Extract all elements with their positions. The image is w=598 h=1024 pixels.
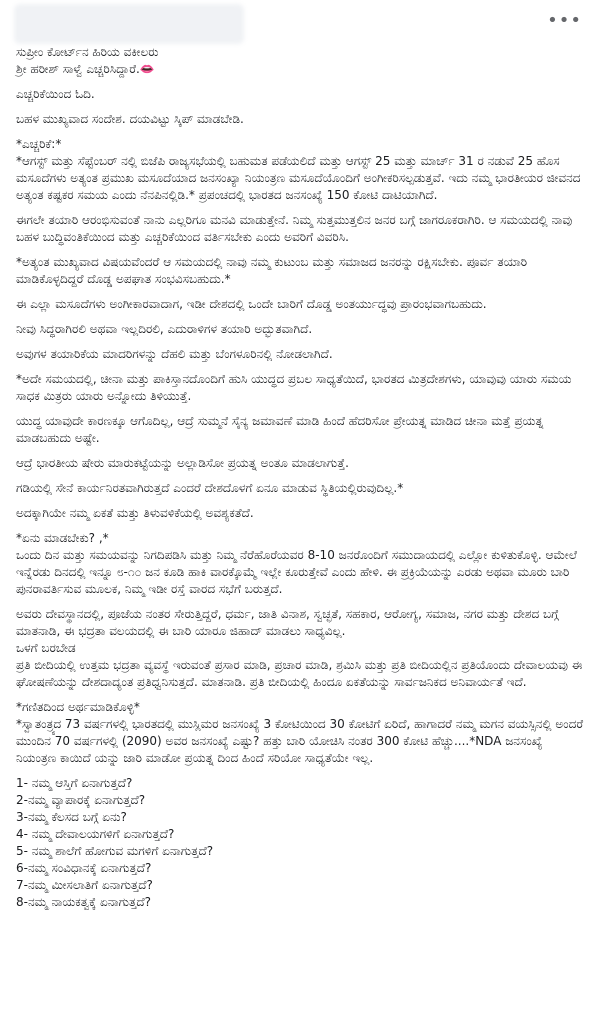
post-paragraph: *ಅದೇ ಸಮಯದಲ್ಲಿ, ಚೀನಾ ಮತ್ತು ಪಾಕಿಸ್ತಾನದೊಂದಿಗೆ ಹುಸಿ ಯುದ್ಧದ ಪ್ರಬಲ ಸಾಧ್ಯತೆಯಿದೆ, ಭಾರತದ ಮಿತ್ರದೇಶಗಳು, ಯಾವುವು ಯಾರು ಸಮಯ ಸಾಧಕ ಮಿತ್ರರು ಯಾರು ಅನ್ನೋದು ತಿಳಿಯುತ್ತೆ. (16, 372, 572, 403)
post-paragraph: ಈಗಲೇ ತಯಾರಿ ಆರಂಭಿಸುವಂತೆ ನಾನು ಎಲ್ಲರಿಗೂ ಮನವಿ ಮಾಡುತ್ತೇನೆ. ನಿಮ್ಮ ಸುತ್ತಮುತ್ತಲಿನ ಜನರ ಬಗ್ಗೆ ಜಾಗರೂಕರಾಗಿರಿ. ಆ ಸಮಯದಲ್ಲಿ ನಾವು ಬಹಳ ಬುದ್ಧಿವಂತಿಕೆಯಿಂದ ಮತ್ತು ಎಚ್ಚರಿಕೆಯಿಂದ ವರ್ತಿಸಬೇಕು ಎಂದು ಅವರಿಗೆ ವಿವರಿಸಿ. (16, 213, 573, 244)
post-paragraph: *ಸ್ವಾತಂತ್ರ್ಯದ 73 ವರ್ಷಗಳಲ್ಲಿ ಭಾರತದಲ್ಲಿ ಮುಸ್ಲಿಮರ ಜನಸಂಖ್ಯೆ 3 ಕೋಟಿಯಿಂದ 30 ಕೋಟಿಗೆ ಏರಿದೆ, ಹಾಗಾದರೆ ನಮ್ಮ ಮಗನ ವಯಸ್ಸಿನಲ್ಲಿ ಅಂದರೆ ಮುಂದಿನ 70 ವರ್ಷಗಳಲ್ಲಿ (2090) ಅವರ ಜನಸಂಖ್ಯೆ ಎಷ್ಟು? ಹತ್ತು ಬಾರಿ ಯೋಚಿಸಿ ನಂತರ 300 ಕೋಟಿ ಹೆಚ್ಚು....*NDA ಜನಸಂಖ್ಯೆ ನಿಯಂತ್ರಣ ಕಾಯಿದೆ ಯನ್ನು ಜಾರಿ ಮಾಡೋ ಪ್ರಯತ್ನ ದಿಂದ ಹಿಂದೆ ಸರಿಯೋ ಸಾಧ್ಯತೆಯೇ ಇಲ್ಲ. (16, 717, 584, 765)
author-avatar-blurred[interactable] (14, 4, 244, 44)
post-paragraph: ಎಚ್ಚರಿಕೆಯಿಂದ ಓದಿ. (16, 87, 95, 101)
list-item: 7-ನಮ್ಮ ಮೀಸಲಾತಿಗೆ ಏನಾಗುತ್ತದೆ? (16, 878, 153, 892)
post-body (0, 44, 598, 911)
post-paragraph: ಯುದ್ಧ ಯಾವುದೇ ಕಾರಣಕ್ಕೂ ಆಗೊದಿಲ್ಲ, ಆದ್ರೆ ಸುಮ್ಮನೆ ಸೈನ್ಯ ಜಮಾವಣೆ ಮಾಡಿ ಹಿಂದೆ ಹೆದರಿಸೋ ಪ್ರೇಯತ್ನ ಮಾಡಿದ ಚೀನಾ ಮತ್ತೆ ಪ್ರಯತ್ನ ಮಾಡಬಹುದು ಅಷ್ಟೇ. (16, 414, 544, 445)
list-item: 5- ನಮ್ಮ ಶಾಲೆಗೆ ಹೋಗುವ ಮಗಳಿಗೆ ಏನಾಗುತ್ತದೆ? (16, 844, 214, 858)
post-heading: *ಎಚ್ಚರಿಕೆ:* (16, 137, 62, 151)
post-paragraph: *ಆಗಸ್ಟ್ ಮತ್ತು ಸೆಪ್ಟೆಂಬರ್ ನಲ್ಲಿ ಬಿಜೆಪಿ ರಾಜ್ಯಸಭೆಯಲ್ಲಿ ಬಹುಮತ ಪಡೆಯಲಿದೆ ಮತ್ತು ಆಗಸ್ಟ್ 25 ಮತ್ತು ಮಾರ್ಚ್ 31 ರ ನಡುವೆ 25 ಹೊಸ ಮಸೂದೆಗಳು ಅತ್ಯಂತ ಪ್ರಮುಖ ಮಸೂದೆಯಾದ ಜನಸಂಖ್ಯಾ ನಿಯಂತ್ರಣ ಮಸೂದೆಯೊಂದಿಗೆ ಅಂಗೀಕರಿಸಲ್ಪಡುತ್ತವೆ. ಇದು ನಮ್ಮ ಭಾರತೀಯರ ಜೀವನದ ಅತ್ಯಂತ ಕಷ್ಟಕರ ಸಮಯ ಎಂದು ನೆನಪಿನಲ್ಲಿಡಿ.* ಪ್ರಪಂಚದಲ್ಲಿ ಭಾರತದ ಜನಸಂಖ್ಯೆ 150 ಕೋಟಿ ದಾಟಿಯಾಗಿದೆ. (16, 154, 581, 202)
post-paragraph: ಈ ಎಲ್ಲಾ ಮಸೂದೆಗಳು ಅಂಗೀಕಾರವಾದಾಗ, ಇಡೀ ದೇಶದಲ್ಲಿ ಒಂದೇ ಬಾರಿಗೆ ದೊಡ್ಡ ಅಂತರ್ಯುದ್ಧವು ಪ್ರಾರಂಭವಾಗಬಹುದು. (16, 297, 487, 311)
post-line (16, 61, 584, 78)
list-item: 6-ನಮ್ಮ ಸಂವಿಧಾನಕ್ಕೆ ಏನಾಗುತ್ತದೆ? (16, 861, 152, 875)
more-options-icon[interactable]: ••• (547, 10, 582, 31)
list-item: 8-ನಮ್ಮ ನಾಯಕತ್ವಕ್ಕೆ ಏನಾಗುತ್ತದೆ? (16, 895, 151, 909)
list-item: 3-ನಮ್ಮ ಕೆಲಸದ ಬಗ್ಗೆ ಏನು? (16, 810, 127, 824)
post-line: ಒಳಗೆ ಬರಬೇಡ (16, 641, 76, 655)
post-paragraph: *ಅತ್ಯಂತ ಮುಖ್ಯವಾದ ವಿಷಯವೆಂದರೆ ಆ ಸಮಯದಲ್ಲಿ ನಾವು ನಮ್ಮ ಕುಟುಂಬ ಮತ್ತು ಸಮಾಜದ ಜನರನ್ನು ರಕ್ಷಿಸಬೇಕು. ಪೂರ್ವ ತಯಾರಿ ಮಾಡಿಕೊಳ್ಳದಿದ್ದರೆ ದೊಡ್ಡ ಅಪಘಾತ ಸಂಭವಿಸಬಹುದು.* (16, 255, 528, 286)
post-paragraph: ನೀವು ಸಿದ್ಧರಾಗಿರಲಿ ಅಥವಾ ಇಲ್ಲದಿರಲಿ, ಎದುರಾಳಿಗಳ ತಯಾರಿ ಅದ್ಭುತವಾಗಿದೆ. (16, 322, 313, 336)
post-paragraph: ಅದಕ್ಕಾಗಿಯೇ ನಮ್ಮ ಏಕತೆ ಮತ್ತು ತಿಳುವಳಿಕೆಯಲ್ಲಿ ಅವಶ್ಯಕತೆದೆ. (16, 506, 254, 520)
post-header (0, 0, 598, 44)
post-paragraph: ಗಡಿಯಲ್ಲಿ ಸೇನೆ ಕಾರ್ಯನಿರತವಾಗಿರುತ್ತದೆ ಎಂದರೆ ದೇಶದೊಳಗೆ ಏನೂ ಮಾಡುವ ಸ್ಥಿತಿಯಲ್ಲಿರುವುದಿಲ್ಲ.* (16, 481, 404, 495)
list-item: 1- ನಮ್ಮ ಆಸ್ತಿಗೆ ಏನಾಗುತ್ತದೆ? (16, 776, 133, 790)
post-paragraph: ಅವುಗಳ ತಯಾರಿಕೆಯ ಮಾದರಿಗಳನ್ನು ದೆಹಲಿ ಮತ್ತು ಬೆಂಗಳೂರಿನಲ್ಲಿ ನೋಡಲಾಗಿದೆ. (16, 347, 333, 361)
lips-emoji-icon: 👄 (139, 62, 155, 76)
question-list (16, 775, 584, 911)
post-line: ಸುಪ್ರೀಂ ಕೋರ್ಟ್‌ನ ಹಿರಿಯ ವಕೀಲರು (16, 45, 159, 59)
post-paragraph: ಅವರು ದೇವಸ್ಥಾನದಲ್ಲಿ, ಪೂಜೆಯ ನಂತರ ಸೇರುತ್ತಿದ್ದರೆ, ಧರ್ಮ, ಜಾತಿ ವಿನಾಶ, ಸ್ವಚ್ಛತೆ, ಸಹಕಾರ, ಆರೋಗ್ಯ, ಸಮಾಜ, ನಗರ ಮತ್ತು ದೇಶದ ಬಗ್ಗೆ ಮಾತನಾಡಿ, ಈ ಭದ್ರತಾ ವಲಯದಲ್ಲಿ ಈ ಬಾರಿ ಯಾರೂ ಜಿಹಾದ್ ಮಾಡಲು ಸಾಧ್ಯವಿಲ್ಲ. (16, 607, 559, 638)
post-paragraph: ಆದ್ರೆ ಭಾರತೀಯ ಷೇರು ಮಾರುಕಟ್ಟೆಯನ್ನು ಅಲ್ಲಾಡಿಸೋ ಪ್ರಯತ್ನ ಅಂತೂ ಮಾಡಲಾಗುತ್ತೆ. (16, 456, 349, 470)
post-paragraph: ಬಹಳ ಮುಖ್ಯವಾದ ಸಂದೇಶ. ದಯವಿಟ್ಟು ಸ್ಕಿಪ್ ಮಾಡಬೇಡಿ. (16, 112, 244, 126)
post-paragraph: ಪ್ರತಿ ಬೀದಿಯಲ್ಲಿ ಉತ್ತಮ ಭದ್ರತಾ ವ್ಯವಸ್ಥೆ ಇರುವಂತೆ ಪ್ರಸಾರ ಮಾಡಿ, ಪ್ರಚಾರ ಮಾಡಿ, ಶ್ರಮಿಸಿ ಮತ್ತು ಪ್ರತಿ ಬೀದಿಯಲ್ಲಿನ ಪ್ರತಿಯೊಂದು ದೇವಾಲಯವು ಈ ಘೋಷಣೆಯನ್ನು ದೇಶದಾದ್ಯಂತ ಪ್ರತಿಧ್ವನಿಸುತ್ತದೆ. ಮಾತನಾಡಿ. ಪ್ರತಿ ಬೀದಿಯಲ್ಲಿ ಹಿಂದೂ ಏಕತೆಯನ್ನು ಸಾರ್ವಜನಿಕದ ಅನಿವಾರ್ಯತೆ ಇದೆ. (16, 658, 583, 689)
post-heading: *ಏನು ಮಾಡಬೇಕು? ,* (16, 531, 109, 545)
post-text: ಶ್ರೀ ಹರೀಶ್ ಸಾಳ್ವೆ ಎಚ್ಚರಿಸಿದ್ದಾರೆ. (16, 62, 140, 76)
post-paragraph: ಒಂದು ದಿನ ಮತ್ತು ಸಮಯವನ್ನು ನಿಗದಿಪಡಿಸಿ ಮತ್ತು ನಿಮ್ಮ ನೆರೆಹೊರೆಯವರ 8-10 ಜನರೊಂದಿಗೆ ಸಮುದಾಯದಲ್ಲಿ ಎಲ್ಲೋ ಕುಳಿತುಕೊಳ್ಳಿ. ಆಮೇಲೆ ಇನ್ನೆರಡು ದಿನದಲ್ಲಿ ಇನ್ನೂ ೮-೧೦ ಜನ ಕೂಡಿ ಹಾಕಿ ವಾರಕ್ಕೊಮ್ಮೆ ಇಲ್ಲೇ ಕೂರುತ್ತೇವೆ ಎಂದು ಹೇಳಿ. ಈ ಪ್ರಕ್ರಿಯೆಯನ್ನು ಎರಡು ಅಥವಾ ಮೂರು ಬಾರಿ ಪುನರಾವರ್ತಿಸುವ ಮೂಲಕ, ನಿಮ್ಮ ಇಡೀ ರಸ್ತೆ ವಾರದ ಸಭೆಗೆ ಬರುತ್ತದೆ. (16, 548, 578, 596)
post-heading: *ಗಣಿತದಿಂದ ಅರ್ಥಮಾಡಿಕೊಳ್ಳಿ* (16, 700, 140, 714)
list-item: 4- ನಮ್ಮ ದೇವಾಲಯಗಳಿಗೆ ಏನಾಗುತ್ತದೆ? (16, 827, 175, 841)
list-item: 2-ನಮ್ಮ ವ್ಯಾಪಾರಕ್ಕೆ ಏನಾಗುತ್ತದೆ? (16, 793, 146, 807)
